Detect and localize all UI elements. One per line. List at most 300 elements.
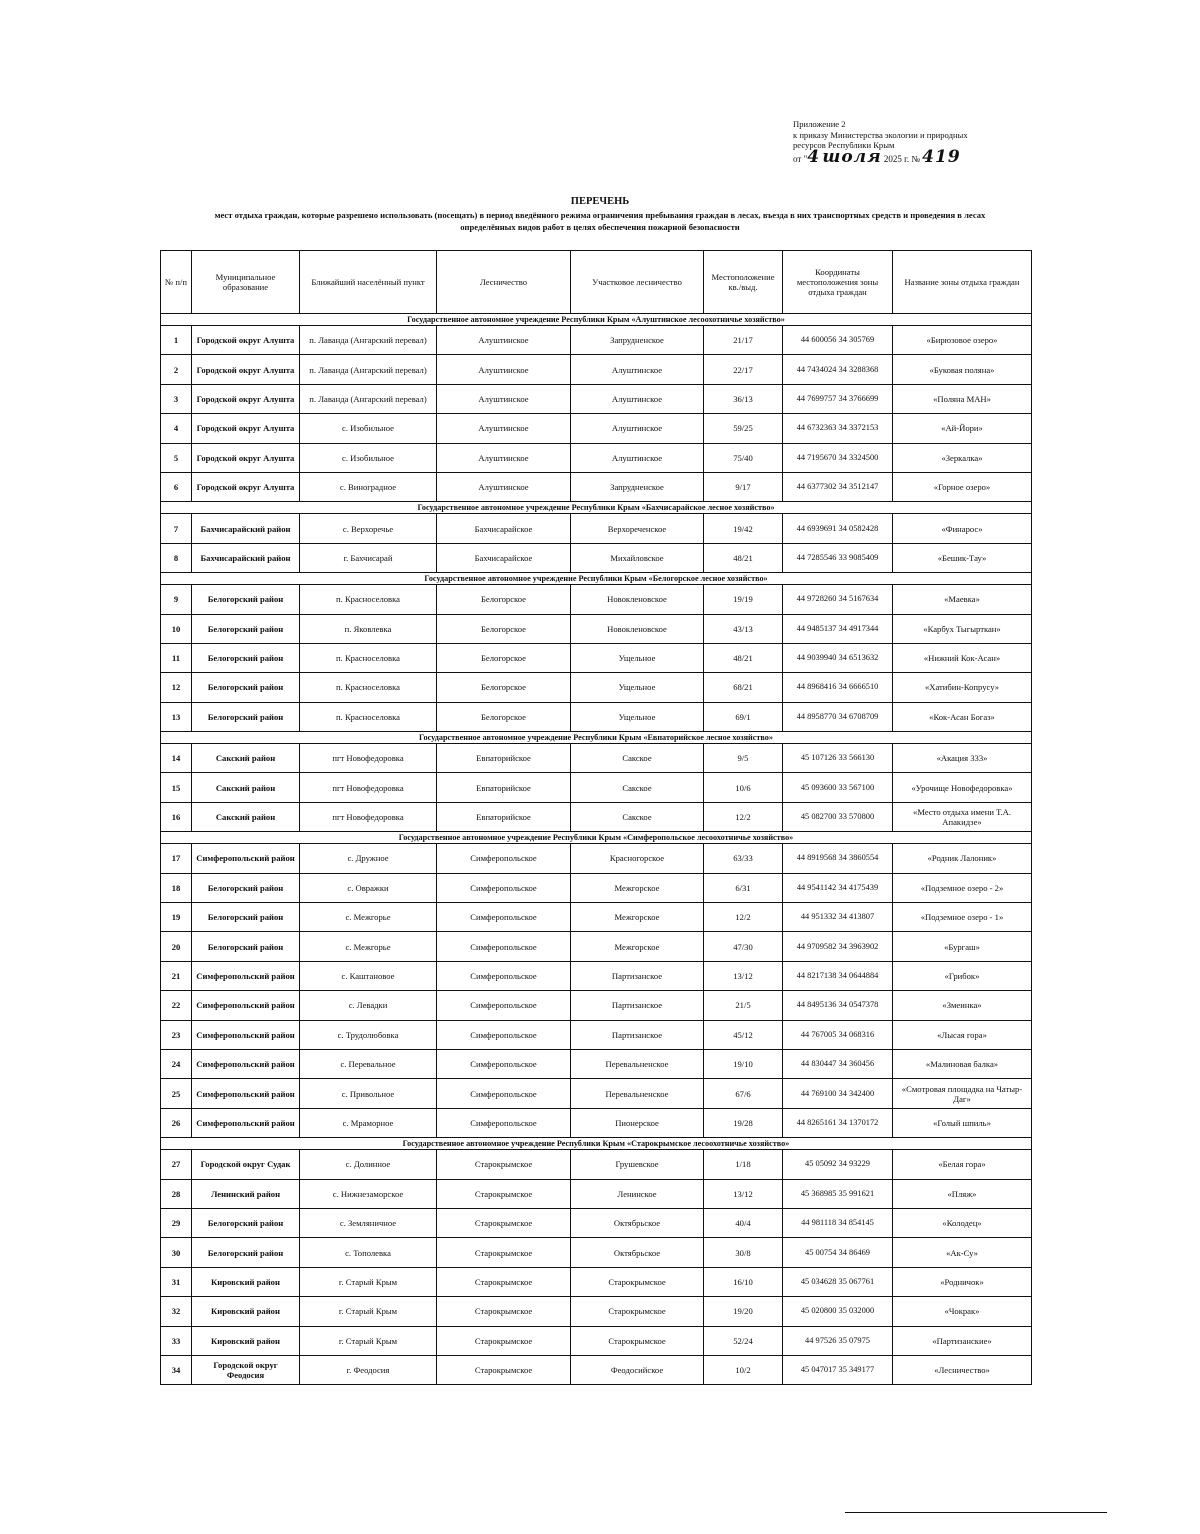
cell-num: 5 — [161, 443, 192, 472]
cell-num: 27 — [161, 1150, 192, 1179]
cell-num: 32 — [161, 1297, 192, 1326]
cell-municipality: Белогорский район — [192, 1208, 300, 1237]
cell-zone-name: «Финарос» — [893, 514, 1032, 543]
cell-zone-name: «Хатибин-Копрусу» — [893, 673, 1032, 702]
header-settlement: Ближайший населённый пункт — [300, 251, 437, 314]
cell-zone-name: «Поляна МАН» — [893, 384, 1032, 413]
cell-zone-name: «Белая гора» — [893, 1150, 1032, 1179]
cell-num: 15 — [161, 773, 192, 802]
section-title: Государственное автономное учреждение Республики Крым «Алуштинское лесоохотничье хозяйство» — [161, 314, 1032, 326]
cell-municipality: Белогорский район — [192, 1238, 300, 1267]
cell-forestry: Белогорское — [437, 585, 571, 614]
cell-location: 67/6 — [704, 1079, 783, 1108]
cell-municipality: Кировский район — [192, 1297, 300, 1326]
cell-municipality: Симферопольский район — [192, 1079, 300, 1108]
cell-coordinates: 44 8919568 34 3860554 — [783, 844, 893, 873]
cell-forestry: Симферопольское — [437, 932, 571, 961]
cell-coordinates: 44 830447 34 360456 — [783, 1049, 893, 1078]
cell-settlement: с. Долинное — [300, 1150, 437, 1179]
table-row — [161, 414, 1032, 443]
cell-municipality: Городской округ Алушта — [192, 326, 300, 355]
cell-zone-name: «Урочище Новофедоровка» — [893, 773, 1032, 802]
cell-municipality: Городской округ Алушта — [192, 414, 300, 443]
cell-district-forestry: Перевальненское — [571, 1079, 704, 1108]
cell-district-forestry: Красногорское — [571, 844, 704, 873]
table-row — [161, 802, 1032, 831]
cell-municipality: Белогорский район — [192, 873, 300, 902]
cell-num: 22 — [161, 991, 192, 1020]
cell-zone-name: «Ай-Йори» — [893, 414, 1032, 443]
handwritten-month: шоля — [822, 146, 882, 167]
cell-settlement: с. Виноградное — [300, 472, 437, 501]
cell-location: 45/12 — [704, 1020, 783, 1049]
header-forestry: Лесничество — [437, 251, 571, 314]
cell-coordinates: 45 107126 33 566130 — [783, 744, 893, 773]
cell-settlement: г. Старый Крым — [300, 1267, 437, 1296]
cell-coordinates: 44 9485137 34 4917344 — [783, 614, 893, 643]
cell-location: 22/17 — [704, 355, 783, 384]
cell-zone-name: «Партизанские» — [893, 1326, 1032, 1355]
cell-num: 1 — [161, 326, 192, 355]
cell-forestry: Старокрымское — [437, 1267, 571, 1296]
cell-zone-name: «Чокрак» — [893, 1297, 1032, 1326]
cell-zone-name: «Бирюзовое озеро» — [893, 326, 1032, 355]
cell-location: 12/2 — [704, 903, 783, 932]
cell-forestry: Алуштинское — [437, 326, 571, 355]
cell-district-forestry: Феодосийское — [571, 1355, 704, 1384]
cell-forestry: Симферопольское — [437, 1049, 571, 1078]
recreation-zones-table — [160, 250, 1032, 1385]
cell-municipality: Белогорский район — [192, 673, 300, 702]
table-row — [161, 773, 1032, 802]
cell-coordinates: 44 951332 34 413807 — [783, 903, 893, 932]
cell-forestry: Алуштинское — [437, 355, 571, 384]
cell-settlement: п. Лаванда (Ангарский перевал) — [300, 355, 437, 384]
cell-district-forestry: Новокленовское — [571, 614, 704, 643]
cell-district-forestry: Запрудненское — [571, 326, 704, 355]
handwritten-order-number: 419 — [922, 146, 961, 167]
cell-coordinates: 44 97526 35 07975 — [783, 1326, 893, 1355]
cell-settlement: п. Красноселовка — [300, 643, 437, 672]
cell-coordinates: 45 082700 33 570800 — [783, 802, 893, 831]
section-row — [161, 573, 1032, 585]
cell-coordinates: 44 8217138 34 0644884 — [783, 961, 893, 990]
cell-coordinates: 44 8968416 34 6666510 — [783, 673, 893, 702]
table-row — [161, 1267, 1032, 1296]
cell-district-forestry: Пионерское — [571, 1108, 704, 1137]
cell-forestry: Симферопольское — [437, 903, 571, 932]
table-row — [161, 1079, 1032, 1108]
cell-forestry: Симферопольское — [437, 1079, 571, 1108]
document-subtitle: мест отдыха граждан, которые разрешено использовать (посещать) в период введённого режима ограничения пребывания граждан в лесах, въезда в них транспортных средств и проведения в лесах определённых видов работ в целях обеспечения пожарной безопасности — [214, 210, 986, 232]
cell-coordinates: 45 05092 34 93229 — [783, 1150, 893, 1179]
cell-zone-name: «Место отдыха имени Т.А. Апакидзе» — [893, 802, 1032, 831]
handwritten-day: 4 — [807, 146, 821, 167]
table-row — [161, 1355, 1032, 1384]
cell-settlement: п. Яковлевка — [300, 614, 437, 643]
cell-num: 8 — [161, 543, 192, 572]
table-row — [161, 1208, 1032, 1237]
cell-municipality: Белогорский район — [192, 903, 300, 932]
table-row — [161, 903, 1032, 932]
table-row — [161, 384, 1032, 413]
cell-coordinates: 44 7699757 34 3766699 — [783, 384, 893, 413]
cell-num: 21 — [161, 961, 192, 990]
cell-settlement: г. Феодосия — [300, 1355, 437, 1384]
cell-zone-name: «Карбух Тыгырткан» — [893, 614, 1032, 643]
table-row — [161, 472, 1032, 501]
cell-coordinates: 45 047017 35 349177 — [783, 1355, 893, 1384]
cell-forestry: Симферопольское — [437, 1108, 571, 1137]
cell-zone-name: «Буковая поляна» — [893, 355, 1032, 384]
date-prefix: от " — [793, 153, 808, 164]
cell-municipality: Белогорский район — [192, 585, 300, 614]
cell-settlement: с. Каштановое — [300, 961, 437, 990]
cell-num: 4 — [161, 414, 192, 443]
cell-district-forestry: Старокрымское — [571, 1326, 704, 1355]
cell-settlement: пгт Новофедоровка — [300, 802, 437, 831]
header-municipality: Муниципальное образование — [192, 251, 300, 314]
cell-num: 14 — [161, 744, 192, 773]
cell-district-forestry: Межгорское — [571, 903, 704, 932]
cell-district-forestry: Старокрымское — [571, 1267, 704, 1296]
cell-location: 48/21 — [704, 643, 783, 672]
cell-num: 13 — [161, 702, 192, 731]
cell-settlement: с. Привольное — [300, 1079, 437, 1108]
cell-location: 47/30 — [704, 932, 783, 961]
cell-forestry: Белогорское — [437, 614, 571, 643]
cell-location: 69/1 — [704, 702, 783, 731]
cell-settlement: с. Дружное — [300, 844, 437, 873]
cell-location: 13/12 — [704, 961, 783, 990]
cell-coordinates: 44 981118 34 854145 — [783, 1208, 893, 1237]
cell-location: 40/4 — [704, 1208, 783, 1237]
cell-district-forestry: Октябрьское — [571, 1208, 704, 1237]
cell-forestry: Симферопольское — [437, 961, 571, 990]
cell-municipality: Городской округ Судак — [192, 1150, 300, 1179]
appendix-block — [793, 119, 1043, 167]
cell-num: 29 — [161, 1208, 192, 1237]
cell-zone-name: «Малиновая балка» — [893, 1049, 1032, 1078]
cell-zone-name: «Подземное озеро - 1» — [893, 903, 1032, 932]
cell-coordinates: 44 7434024 34 3288368 — [783, 355, 893, 384]
cell-location: 16/10 — [704, 1267, 783, 1296]
section-row — [161, 1138, 1032, 1150]
cell-zone-name: «Пляж» — [893, 1179, 1032, 1208]
cell-zone-name: «Подземное озеро - 2» — [893, 873, 1032, 902]
table-row — [161, 443, 1032, 472]
cell-coordinates: 44 6939691 34 0582428 — [783, 514, 893, 543]
table-row — [161, 1326, 1032, 1355]
cell-settlement: с. Тополевка — [300, 1238, 437, 1267]
cell-num: 26 — [161, 1108, 192, 1137]
cell-num: 31 — [161, 1267, 192, 1296]
cell-location: 59/25 — [704, 414, 783, 443]
cell-municipality: Сакский район — [192, 773, 300, 802]
cell-location: 10/6 — [704, 773, 783, 802]
header-district-forestry: Участковое лесничество — [571, 251, 704, 314]
cell-district-forestry: Ущельное — [571, 702, 704, 731]
cell-coordinates: 44 9039940 34 6513632 — [783, 643, 893, 672]
cell-zone-name: «Горное озеро» — [893, 472, 1032, 501]
cell-settlement: с. Верхоречье — [300, 514, 437, 543]
cell-forestry: Бахчисарайское — [437, 543, 571, 572]
section-row — [161, 732, 1032, 744]
cell-settlement: г. Старый Крым — [300, 1326, 437, 1355]
cell-district-forestry: Ленинское — [571, 1179, 704, 1208]
cell-num: 30 — [161, 1238, 192, 1267]
cell-zone-name: «Лесничество» — [893, 1355, 1032, 1384]
cell-zone-name: «Смотровая площадка на Чатыр-Даг» — [893, 1079, 1032, 1108]
table-row — [161, 1297, 1032, 1326]
table-row — [161, 873, 1032, 902]
cell-zone-name: «Колодец» — [893, 1208, 1032, 1237]
cell-zone-name: «Лысая гора» — [893, 1020, 1032, 1049]
cell-forestry: Симферопольское — [437, 844, 571, 873]
cell-num: 10 — [161, 614, 192, 643]
cell-forestry: Старокрымское — [437, 1150, 571, 1179]
cell-coordinates: 44 9709582 34 3963902 — [783, 932, 893, 961]
cell-forestry: Старокрымское — [437, 1238, 571, 1267]
cell-settlement: с. Мраморное — [300, 1108, 437, 1137]
cell-location: 1/18 — [704, 1150, 783, 1179]
cell-municipality: Городской округ Феодосия — [192, 1355, 300, 1384]
section-row — [161, 502, 1032, 514]
cell-district-forestry: Ущельное — [571, 673, 704, 702]
table-row — [161, 744, 1032, 773]
cell-municipality: Сакский район — [192, 744, 300, 773]
cell-district-forestry: Ущельное — [571, 643, 704, 672]
cell-forestry: Старокрымское — [437, 1297, 571, 1326]
cell-zone-name: «Кок-Асан Богаз» — [893, 702, 1032, 731]
cell-coordinates: 44 9541142 34 4175439 — [783, 873, 893, 902]
cell-zone-name: «Акация 333» — [893, 744, 1032, 773]
cell-coordinates: 45 034628 35 067761 — [783, 1267, 893, 1296]
section-title: Государственное автономное учреждение Республики Крым «Симферопольское лесоохотничье хозяйство» — [161, 832, 1032, 844]
cell-settlement: с. Межгорье — [300, 903, 437, 932]
cell-municipality: Симферопольский район — [192, 1020, 300, 1049]
cell-forestry: Белогорское — [437, 673, 571, 702]
cell-coordinates: 44 9728260 34 5167634 — [783, 585, 893, 614]
cell-settlement: г. Старый Крым — [300, 1297, 437, 1326]
cell-settlement: с. Трудолюбовка — [300, 1020, 437, 1049]
table-row — [161, 355, 1032, 384]
cell-forestry: Старокрымское — [437, 1355, 571, 1384]
table-row — [161, 844, 1032, 873]
cell-district-forestry: Сакское — [571, 773, 704, 802]
cell-num: 33 — [161, 1326, 192, 1355]
cell-municipality: Симферопольский район — [192, 961, 300, 990]
cell-location: 19/19 — [704, 585, 783, 614]
cell-settlement: с. Земляничное — [300, 1208, 437, 1237]
cell-forestry: Евпаторийское — [437, 773, 571, 802]
cell-num: 19 — [161, 903, 192, 932]
table-row — [161, 643, 1032, 672]
cell-location: 21/5 — [704, 991, 783, 1020]
cell-settlement: с. Овражки — [300, 873, 437, 902]
cell-coordinates: 44 8265161 34 1370172 — [783, 1108, 893, 1137]
cell-zone-name: «Бургаш» — [893, 932, 1032, 961]
cell-municipality: Кировский район — [192, 1267, 300, 1296]
cell-zone-name: «Маевка» — [893, 585, 1032, 614]
appendix-line-1: Приложение 2 — [793, 119, 846, 129]
cell-location: 19/42 — [704, 514, 783, 543]
cell-settlement: с. Нижнезаморское — [300, 1179, 437, 1208]
cell-forestry: Старокрымское — [437, 1208, 571, 1237]
cell-coordinates: 45 093600 33 567100 — [783, 773, 893, 802]
cell-municipality: Городской округ Алушта — [192, 443, 300, 472]
cell-settlement: г. Бахчисарай — [300, 543, 437, 572]
cell-settlement: п. Красноселовка — [300, 702, 437, 731]
cell-coordinates: 45 00754 34 86469 — [783, 1238, 893, 1267]
cell-location: 48/21 — [704, 543, 783, 572]
table-row — [161, 1150, 1032, 1179]
cell-district-forestry: Алуштинское — [571, 414, 704, 443]
cell-municipality: Белогорский район — [192, 643, 300, 672]
cell-settlement: п. Красноселовка — [300, 673, 437, 702]
cell-municipality: Городской округ Алушта — [192, 355, 300, 384]
cell-district-forestry: Октябрьское — [571, 1238, 704, 1267]
cell-settlement: пгт Новофедоровка — [300, 744, 437, 773]
cell-num: 9 — [161, 585, 192, 614]
table-row — [161, 702, 1032, 731]
cell-location: 43/13 — [704, 614, 783, 643]
cell-location: 75/40 — [704, 443, 783, 472]
cell-num: 28 — [161, 1179, 192, 1208]
cell-forestry: Евпаторийское — [437, 802, 571, 831]
cell-zone-name: «Змеинка» — [893, 991, 1032, 1020]
cell-num: 24 — [161, 1049, 192, 1078]
cell-location: 21/17 — [704, 326, 783, 355]
cell-location: 12/2 — [704, 802, 783, 831]
cell-municipality: Белогорский район — [192, 614, 300, 643]
table-row — [161, 1238, 1032, 1267]
cell-zone-name: «Зеркалка» — [893, 443, 1032, 472]
cell-zone-name: «Нижний Кок-Асан» — [893, 643, 1032, 672]
cell-municipality: Симферопольский район — [192, 1049, 300, 1078]
cell-num: 18 — [161, 873, 192, 902]
cell-num: 23 — [161, 1020, 192, 1049]
section-row — [161, 314, 1032, 326]
cell-district-forestry: Партизанское — [571, 991, 704, 1020]
cell-zone-name: «Ак-Су» — [893, 1238, 1032, 1267]
cell-coordinates: 45 368985 35 991621 — [783, 1179, 893, 1208]
cell-district-forestry: Старокрымское — [571, 1297, 704, 1326]
header-zone-name: Название зоны отдыха граждан — [893, 251, 1032, 314]
cell-coordinates: 45 020800 35 032000 — [783, 1297, 893, 1326]
table-row — [161, 673, 1032, 702]
cell-num: 25 — [161, 1079, 192, 1108]
cell-municipality: Симферопольский район — [192, 1108, 300, 1137]
cell-forestry: Старокрымское — [437, 1179, 571, 1208]
document-title: ПЕРЕЧЕНЬ — [570, 196, 630, 207]
cell-coordinates: 44 6732363 34 3372153 — [783, 414, 893, 443]
section-row — [161, 832, 1032, 844]
cell-coordinates: 44 7285546 33 9085409 — [783, 543, 893, 572]
cell-zone-name: «Родничок» — [893, 1267, 1032, 1296]
cell-location: 6/31 — [704, 873, 783, 902]
header-location: Местоположение кв./выд. — [704, 251, 783, 314]
table-row — [161, 991, 1032, 1020]
cell-forestry: Симферопольское — [437, 1020, 571, 1049]
cell-district-forestry: Грушевское — [571, 1150, 704, 1179]
table-row — [161, 1020, 1032, 1049]
cell-location: 19/28 — [704, 1108, 783, 1137]
cell-forestry: Старокрымское — [437, 1326, 571, 1355]
cell-forestry: Симферопольское — [437, 991, 571, 1020]
cell-coordinates: 44 600056 34 305769 — [783, 326, 893, 355]
cell-district-forestry: Межгорское — [571, 932, 704, 961]
cell-municipality: Городской округ Алушта — [192, 472, 300, 501]
cell-forestry: Алуштинское — [437, 384, 571, 413]
cell-municipality: Симферопольский район — [192, 991, 300, 1020]
section-title: Государственное автономное учреждение Республики Крым «Евпаторийское лесное хозяйство» — [161, 732, 1032, 744]
header-num: № п/п — [161, 251, 192, 314]
cell-coordinates: 44 8495136 34 0547378 — [783, 991, 893, 1020]
cell-location: 9/17 — [704, 472, 783, 501]
cell-location: 68/21 — [704, 673, 783, 702]
cell-num: 3 — [161, 384, 192, 413]
cell-district-forestry: Партизанское — [571, 1020, 704, 1049]
cell-location: 52/24 — [704, 1326, 783, 1355]
cell-num: 2 — [161, 355, 192, 384]
cell-forestry: Бахчисарайское — [437, 514, 571, 543]
cell-district-forestry: Верхореченское — [571, 514, 704, 543]
cell-num: 20 — [161, 932, 192, 961]
table-body — [161, 314, 1032, 1385]
cell-num: 6 — [161, 472, 192, 501]
cell-municipality: Городской округ Алушта — [192, 384, 300, 413]
cell-zone-name: «Родник Лалоник» — [893, 844, 1032, 873]
cell-district-forestry: Новокленовское — [571, 585, 704, 614]
cell-district-forestry: Перевальненское — [571, 1049, 704, 1078]
cell-coordinates: 44 769100 34 342400 — [783, 1079, 893, 1108]
table-row — [161, 514, 1032, 543]
cell-num: 11 — [161, 643, 192, 672]
cell-coordinates: 44 767005 34 068316 — [783, 1020, 893, 1049]
cell-settlement: пгт Новофедоровка — [300, 773, 437, 802]
appendix-line-2: к приказу Министерства экологии и природных — [793, 129, 968, 140]
footer-rule — [845, 1512, 1107, 1513]
cell-settlement: с. Изобильное — [300, 414, 437, 443]
cell-district-forestry: Алуштинское — [571, 355, 704, 384]
cell-district-forestry: Алуштинское — [571, 384, 704, 413]
cell-num: 12 — [161, 673, 192, 702]
table-row — [161, 961, 1032, 990]
cell-location: 13/12 — [704, 1179, 783, 1208]
table-row — [161, 1049, 1032, 1078]
cell-settlement: п. Лаванда (Ангарский перевал) — [300, 384, 437, 413]
cell-num: 16 — [161, 802, 192, 831]
cell-municipality: Бахчисарайский район — [192, 543, 300, 572]
cell-municipality: Бахчисарайский район — [192, 514, 300, 543]
cell-forestry: Евпаторийское — [437, 744, 571, 773]
cell-settlement: с. Левадки — [300, 991, 437, 1020]
section-title: Государственное автономное учреждение Республики Крым «Бахчисарайское лесное хозяйство» — [161, 502, 1032, 514]
section-title: Государственное автономное учреждение Республики Крым «Белогорское лесное хозяйство» — [161, 573, 1032, 585]
cell-municipality: Симферопольский район — [192, 844, 300, 873]
cell-location: 36/13 — [704, 384, 783, 413]
cell-location: 63/33 — [704, 844, 783, 873]
cell-district-forestry: Сакское — [571, 802, 704, 831]
cell-district-forestry: Алуштинское — [571, 443, 704, 472]
order-date-line — [793, 146, 1043, 167]
cell-location: 19/20 — [704, 1297, 783, 1326]
cell-forestry: Алуштинское — [437, 414, 571, 443]
table-row — [161, 1108, 1032, 1137]
cell-municipality: Кировский район — [192, 1326, 300, 1355]
cell-num: 17 — [161, 844, 192, 873]
